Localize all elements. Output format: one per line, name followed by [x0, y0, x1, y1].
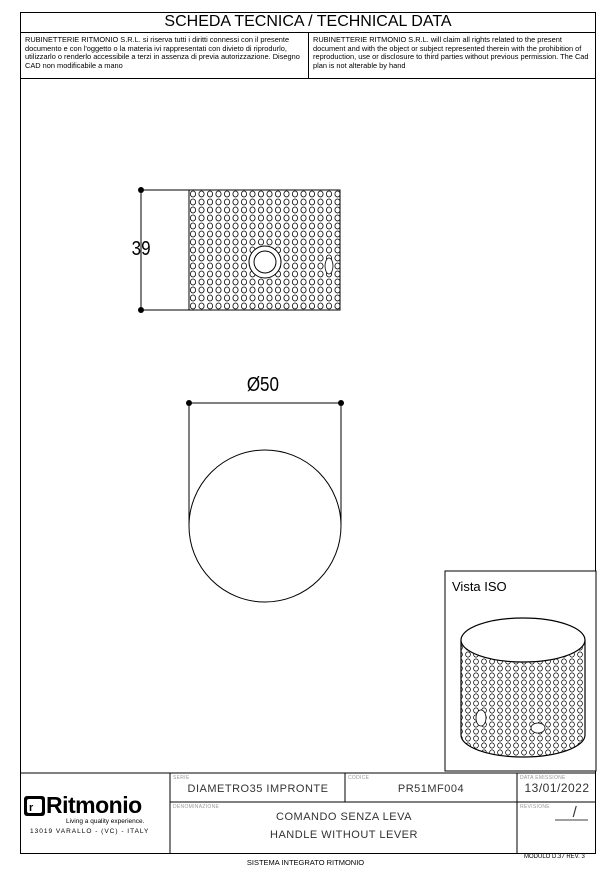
- data-emissione-label: DATA EMISSIONE: [520, 775, 566, 781]
- denominazione-label: DENOMINAZIONE: [173, 804, 220, 810]
- legal-text-italian: RUBINETTERIE RITMONIO S.R.L. si riserva tutti i diritti connessi con il presente documento e con l'oggetto o la materia ivi rappresentati con divieto di riprodurlo, utilizzarlo o renderlo accessibile a terzi in assenza di previa autorizzazione. Disegno CAD non modificabile a mano: [25, 35, 300, 70]
- ritmonio-logo-mark: [24, 796, 45, 816]
- revisione-label: REVISIONE: [520, 804, 550, 810]
- height-dimension-label: 39: [131, 238, 151, 260]
- codice-value: PR51MF004: [397, 783, 465, 795]
- revisione-value: /: [572, 804, 578, 821]
- footer-module: MODULO D.37 REV. 3: [524, 854, 585, 860]
- denominazione-english: HANDLE WITHOUT LEVER: [270, 829, 418, 841]
- codice-label: CODICE: [348, 775, 370, 781]
- data-emissione-value: 13/01/2022: [524, 781, 590, 795]
- ritmonio-logo: Ritmonio: [46, 792, 142, 818]
- sheet-title: SCHEDA TECNICA / TECHNICAL DATA: [164, 13, 452, 30]
- company-address: 13019 VARALLO - (VC) - ITALY: [30, 828, 150, 835]
- iso-view-label: Vista ISO: [452, 579, 507, 594]
- legal-text-english: RUBINETTERIE RITMONIO S.R.L. will claim all rights related to the present document and with the object or subject represented therein with the prohibition of reproduction, use or disclosure to third parties without previous permission. The Cad plan is not alterable by hand: [313, 35, 589, 70]
- svg-text:r: r: [29, 802, 34, 814]
- diameter-dimension: [186, 400, 344, 525]
- footer-system: SISTEMA INTEGRATO RITMONIO: [246, 858, 365, 867]
- serie-label: SERIE: [173, 775, 190, 781]
- top-view-circle: [189, 450, 341, 602]
- logo-tagline: Living a quality experience.: [66, 818, 145, 825]
- iso-view-cylinder: [455, 610, 595, 770]
- serie-value: DIAMETRO35 IMPRONTE: [187, 783, 329, 795]
- diameter-dimension-label: Ø50: [246, 374, 279, 396]
- side-view: [189, 190, 340, 310]
- denominazione-italian: COMANDO SENZA LEVA: [276, 811, 412, 823]
